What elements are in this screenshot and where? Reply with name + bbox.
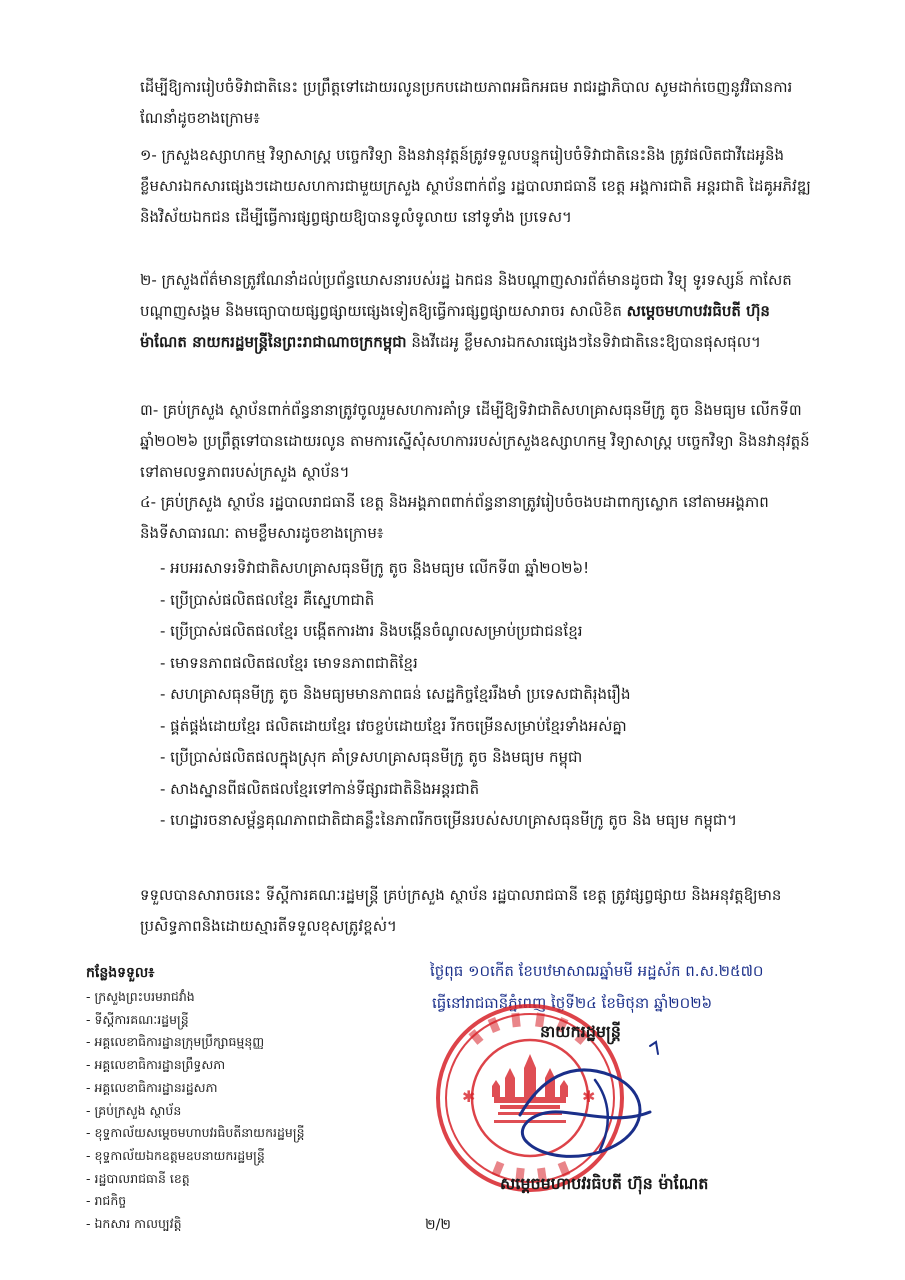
slogan-item: - ផ្គត់ផ្គង់ដោយខ្មែរ ផលិតដោយខ្មែរ វេចខ្ចប់ដោយខ្មែរ រីកចម្រើនសម្រាប់ខ្មែរទាំងអស់គ្នា (160, 716, 627, 735)
solar-date: ធ្វើនៅរាជធានីភ្នំពេញ ថ្ងៃទី២៤ ខែមិថុនា ឆ្នាំ២០២៦ (432, 994, 713, 1012)
signer-title: នាយករដ្ឋមន្ត្រី (540, 1022, 621, 1041)
intro-paragraph: ដើម្បីឱ្យការរៀបចំទិវាជាតិនេះ ប្រព្រឹត្តទៅដោយរលូនប្រកបដោយភាពអធិកអធម រាជរដ្ឋាភិបាល សូមដាក់ចេញនូវវិធានការណែនាំដូចខាងក្រោម៖ (140, 78, 793, 127)
recipient-item: - អគ្គលេខាធិការដ្ឋានរដ្ឋសភា (86, 1079, 218, 1095)
item-1-paragraph: ១- ក្រសួងឧស្សាហកម្ម វិទ្យាសាស្ត្រ បច្ចេកវិទ្យា និងនវានុវត្តន៍ត្រូវទទួលបន្ទុករៀបចំទិវាជាតិនេះនិង ត្រូវផលិតជាវីដេអូនិងខ្លឹមសារឯកសារផ្សេងៗដោយសហការជាមួយក្រសួង ស្ថាប័នពាក់ព័ន្ធ រដ្ឋបាលរាជធានី ខេត្ត អង្គការជាតិ អន្តរជាតិ ដៃគូអភិវឌ្ឍ និងវិស័យឯកជន ដើម្បីធ្វើការផ្សព្វផ្សាយឱ្យបានទូលំទូលាយ នៅទូទាំង ប្រទេស។ (140, 146, 811, 226)
recipient-item: - ទីស្តីការគណៈរដ្ឋមន្ត្រី (86, 1011, 189, 1027)
slogan-item: - អបអរសាទរទិវាជាតិសហគ្រាសធុនមីក្រូ តូច និងមធ្យម លើកទី៣ ឆ្នាំ២០២៦! (160, 559, 590, 577)
recipient-item: - អគ្គលេខាធិការដ្ឋានព្រឹទ្ធសភា (86, 1057, 226, 1073)
recipient-item: - អគ្គលេខាធិការដ្ឋានក្រុមប្រឹក្សាធម្មនុញ្ញ (86, 1034, 265, 1050)
item-2-prime-minister-title: សម្តេចមហាបវរធិបតី ហ៊ុន ម៉ាណែត នាយករដ្ឋមន្ត្រីនៃព្រះរាជាណាចក្រកម្ពុជា (140, 302, 770, 351)
recipient-item: - រាជកិច្ច (86, 1193, 127, 1209)
item-3-paragraph: ៣- គ្រប់ក្រសួង ស្ថាប័នពាក់ព័ន្ធនានាត្រូវចូលរួមសហការគាំទ្រ ដើម្បីឱ្យទិវាជាតិសហគ្រាសធុនមីក្រូ តូច និងមធ្យម លើកទី៣ ឆ្នាំ២០២៦ ប្រព្រឹត្តទៅបានដោយរលូន តាមការស្នើសុំសហការរបស់ក្រសួងឧស្សាហកម្ម វិទ្យាសាស្ត្រ បច្ចេកវិទ្យា និងនវានុវត្តន៍ទៅតាមលទ្ធភាពរបស់ក្រសួង ស្ថាប័ន។ (140, 401, 810, 481)
slogan-item: - ប្រើប្រាស់ផលិតផលខ្មែរ បង្កើតការងារ និងបង្កើនចំណូលសម្រាប់ប្រជាជនខ្មែរ (160, 622, 583, 640)
recipient-item: - រដ្ឋបាលរាជធានី ខេត្ត (86, 1170, 190, 1186)
svg-text:✱: ✱ (462, 1087, 476, 1106)
slogan-item: - ប្រើប្រាស់ផលិតផលក្នុងស្រុក គាំទ្រសហគ្រាសធុនមីក្រូ តូច និងមធ្យម កម្ពុជា (160, 748, 583, 766)
recipient-item: - គ្រប់ក្រសួង ស្ថាប័ន (86, 1102, 182, 1118)
recipient-item: - ខុទ្ទកាល័យឯកឧត្តមឧបនាយករដ្ឋមន្ត្រី (86, 1147, 265, 1163)
slogan-item: - សាងស្នានពីផលិតផលខ្មែរទៅកាន់ទីផ្សារជាតិនិងអន្តរជាតិ (160, 779, 480, 798)
closing-paragraph: ទទួលបានសារាចរនេះ ទីស្តីការគណៈរដ្ឋមន្ត្រី គ្រប់ក្រសួង ស្ថាប័ន រដ្ឋបាលរាជធានី ខេត្ត ត្រូវផ្សព្វផ្សាយ និងអនុវត្តឱ្យមានប្រសិទ្ធភាពនិងដោយស្មារតីទទួលខុសត្រូវខ្ពស់។ (140, 886, 782, 935)
recipient-item: - ក្រសួងព្រះបរមរាជវាំង (86, 989, 195, 1004)
recipient-list-title: កន្លែងទទួល៖ (86, 965, 155, 981)
recipient-item: - ឯកសារ កាលប្បវត្តិ (86, 1216, 182, 1232)
handwritten-signature-icon (500, 1040, 670, 1180)
slogan-item: - ហេដ្ឋារចនាសម្ព័ន្ធគុណភាពជាតិជាគន្លឹះនៃភាពរីកចម្រើនរបស់សហគ្រាសធុនមីក្រូ តូច និង មធ្យម កម្ពុជា។ (160, 811, 738, 829)
slogan-item: - មោទនភាពផលិតផលខ្មែរ មោទនភាពជាតិខ្មែរ (160, 653, 418, 672)
slogan-list (160, 553, 815, 835)
svg-text:✱: ✱ (582, 1087, 596, 1106)
slogan-item: - សហគ្រាសធុនមីក្រូ តូច និងមធ្យមមានភាពធន់ សេដ្ឋកិច្ចខ្មែររឹងមាំ ប្រទេសជាតិរុងរឿង (160, 685, 631, 703)
item-2-text-before: ២- ក្រសួងព័ត៌មានត្រូវណែនាំដល់ប្រព័ន្ធឃោសនារបស់រដ្ឋ ឯកជន និងបណ្ដាញសារព័ត៌មានដូចជា វិទ្យុ ទូរទស្សន៍ កាសែត បណ្តាញសង្គម និងមធ្យោបាយផ្សព្វផ្សាយផ្សេងទៀតឱ្យធ្វើការផ្សព្វផ្សាយសារាចរ សាលិខិត (140, 271, 792, 320)
item-4-paragraph: ៤- គ្រប់ក្រសួង ស្ថាប័ន រដ្ឋបាលរាជធានី ខេត្ត និងអង្គភាពពាក់ព័ន្ធនានាត្រូវរៀបចំចងបដាពាក្យស្លោក នៅតាមអង្គភាពនិងទីសាធារណៈ តាមខ្លឹមសារដូចខាងក្រោម៖ (140, 493, 769, 542)
signer-name: សម្តេចមហាបវរធិបតី ហ៊ុន ម៉ាណែត (500, 1174, 709, 1193)
page-number: ២/២ (425, 1217, 451, 1233)
item-2-paragraph (140, 265, 815, 358)
item-2-text-after: និងវីដេអូ ខ្លឹមសារឯកសារផ្សេងៗនៃទិវាជាតិនេះឱ្យបានផុសផុល។ (411, 333, 761, 351)
recipient-item: - ខុទ្ទកាល័យសម្តេចមហាបវរធិបតីនាយករដ្ឋមន្ត្រី (86, 1125, 305, 1141)
recipient-list (86, 962, 406, 1236)
lunar-date: ថ្ងៃពុធ ១០កើត ខែបឋមាសាឍឆ្នាំមមី អដ្ឋស័ក ព.ស.២៥៧០ (430, 962, 764, 980)
slogan-item: - ប្រើប្រាស់ផលិតផលខ្មែរ គឺស្នេហាជាតិ (160, 590, 375, 609)
